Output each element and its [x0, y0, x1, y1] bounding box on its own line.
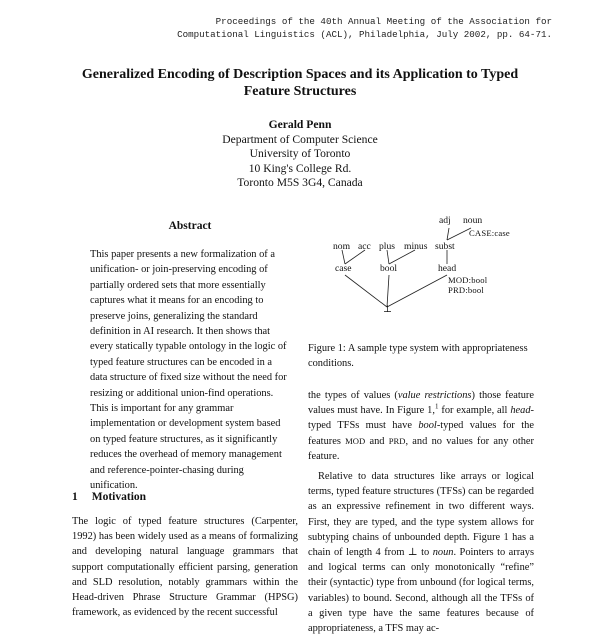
edge-bottom-bool	[387, 275, 389, 307]
proceedings-line-2: Computational Linguistics (ACL), Philadelphia, July 2002, pp. 64-71.	[177, 29, 552, 40]
author-city: Toronto M5S 3G4, Canada	[237, 176, 363, 189]
proceedings-line-1: Proceedings of the 40th Annual Meeting of the Association for	[215, 16, 552, 27]
node-nom: nom	[333, 241, 351, 252]
edge-bool-minus	[389, 250, 415, 264]
text-run: -typed TFSs must have	[308, 405, 535, 432]
term-value-restrictions: value restrictions	[397, 390, 472, 401]
author-street: 10 King's College Rd.	[248, 161, 352, 175]
text-run: ) those feature values must have. In Figure 1,	[308, 390, 534, 417]
author-block	[150, 118, 450, 191]
edge-subst-noun	[447, 228, 471, 240]
feature-prd: PRD	[388, 435, 406, 446]
abstract-text: This paper presents a new formalization of a unification- or join-preserving encoding of partially ordered sets that more essentially captures what it means for an encoding to preserve joins, generalizing the standard definition in AI research. It then shows that every statically typable ontology in the logic of typed feature structures can be encoded in a data structure of fixed size without the need for resizing or additional union-find operations. This is important for any grammar implementation or development system based on typed feature structures, as it significantly reduces the overhead of memory management and reference-pointer-chasing during unification.	[90, 249, 287, 492]
noun-case-feature: CASE:case	[469, 228, 510, 238]
node-case: case	[335, 263, 352, 274]
node-subst: subst	[435, 241, 455, 252]
head-prd-feature: PRD:bool	[448, 285, 484, 295]
type-hierarchy-figure	[305, 212, 535, 322]
text-run: the types of values (	[308, 390, 398, 401]
edge-case-nom	[342, 250, 345, 264]
edge-subst-adj	[447, 228, 449, 240]
author-university: University of Toronto	[249, 147, 351, 160]
proceedings-header	[132, 15, 552, 41]
section-heading	[72, 491, 160, 503]
edge-bool-plus	[387, 250, 389, 264]
right-paragraph-1	[308, 388, 534, 464]
head-mod-feature: MOD:bool	[448, 275, 488, 285]
title-line-1: Generalized Encoding of Description Spaces and its Application to Typed	[81, 67, 519, 82]
section-body: The logic of typed feature structures (Carpenter, 1992) has been widely used as a means of formalizing and developing natural language grammars that support computationally efficient parsing, generation and SLD resolution, notably grammars within the Head-driven Phrase Structure Grammar (HPSG) framework, as evidenced by the recent successful	[72, 516, 298, 619]
text-run: . Pointers to arrays and logical terms can only monotonically “refine” their (syntactic) type from unbound (for logical terms, variables) to bound. Second, although all the TFSs of a given type have the same features because of appropriateness, a TFS may ac-	[308, 547, 535, 635]
edge-bottom-case	[345, 275, 387, 307]
text-run: -typed values for the features	[308, 420, 534, 447]
node-bool: bool	[380, 263, 398, 274]
section-title: Motivation	[91, 491, 147, 503]
feature-mod: MOD	[345, 435, 366, 446]
author-department: Department of Computer Science	[222, 132, 378, 146]
edge-bottom-head	[387, 275, 447, 307]
right-column-body	[308, 388, 534, 636]
footnote-marker: 1	[434, 402, 439, 411]
text-run: and	[365, 435, 389, 447]
author-name: Gerald Penn	[268, 118, 332, 131]
node-acc: acc	[358, 241, 371, 252]
term-head: head	[510, 405, 531, 417]
node-plus: plus	[379, 241, 395, 252]
figure-caption: Figure 1: A sample type system with appropriateness conditions.	[308, 343, 528, 369]
text-run: Relative to data structures like arrays or logical terms, typed feature structures (TFSs) can be regarded as an expressive refinement in two different ways. First, they are typed, and the type system allows for subtyping chains of unbounded depth. Figure 1 has a chain of length 4 from ⊥ to	[308, 471, 534, 559]
title-line-2: Feature Structures	[243, 84, 357, 99]
node-bottom: ⊥	[383, 304, 393, 315]
node-noun: noun	[463, 215, 483, 226]
edge-case-acc	[345, 250, 365, 264]
section-number: 1	[72, 491, 78, 503]
node-minus: minus	[404, 241, 428, 252]
abstract-heading: Abstract	[168, 220, 212, 232]
term-noun: noun	[432, 547, 454, 559]
text-run: for example, all	[438, 405, 511, 417]
text-run: , and no values for any other feature.	[308, 435, 535, 462]
paper-title	[60, 66, 540, 100]
right-paragraph-2	[308, 469, 534, 636]
node-head: head	[438, 263, 457, 274]
term-bool: bool	[418, 420, 437, 432]
node-adj: adj	[439, 215, 451, 226]
